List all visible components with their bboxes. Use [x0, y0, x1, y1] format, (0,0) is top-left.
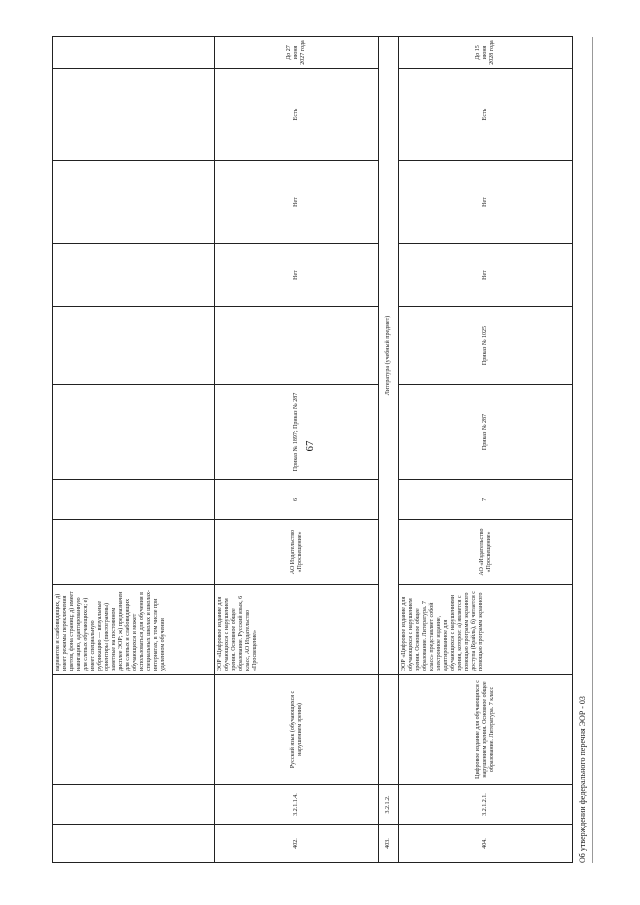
row-col-b: Нет — [215, 161, 379, 244]
row-number: 403. — [379, 825, 399, 863]
cell-empty — [53, 480, 215, 520]
cell-empty — [53, 520, 215, 585]
cell-empty — [53, 785, 215, 825]
cell-empty — [53, 244, 215, 307]
carry-over-description: вариантов и слабовидящих, д) имеет режимы переключения цветов, фона страниц; д) имеет навигацию, адаптированную для слепых обучающихся; е) имеет специальную рубрикацию — визуальные ориентиры (пиктограммы) заметные на постоянном дисплее ЭОР; ж) предназначен для слепых и слабовидящих обучающихся и может использоваться для обучения в специальных школах и школах-интернатах, в том числе при удаленном обучении — [53, 585, 215, 675]
cell-empty — [53, 69, 215, 161]
row-order-second: Приказ № 1025 — [399, 307, 573, 385]
row-col-a: Нет — [215, 244, 379, 307]
cell-empty — [53, 675, 215, 785]
row-publisher: АО «Издательство «Просвещение» — [399, 520, 573, 585]
cell-empty — [379, 675, 399, 785]
row-description: ЭОР «Цифровое издание для обучающихся с нарушением зрения. Основное общее образование. Русский язык, 6 класс, АО Издательство «Просвещение» — [215, 585, 379, 675]
cell-empty — [53, 161, 215, 244]
row-col-c: Есть — [399, 69, 573, 161]
row-grade: 7 — [399, 480, 573, 520]
row-grade: 6 — [215, 480, 379, 520]
row-col-c: Есть — [215, 69, 379, 161]
row-title: Цифровое издание для обучающихся с нарушением зрения. Основное общее образование. Литература. 7 класс — [399, 675, 573, 785]
table-row-carry-over — [53, 37, 215, 863]
row-number: 402. — [215, 825, 379, 863]
table-row-404 — [399, 37, 573, 863]
cell-empty — [53, 825, 215, 863]
row-number: 404. — [399, 825, 573, 863]
row-order: Приказ № 287 — [399, 385, 573, 480]
row-term: До 27 июня 2027 года — [215, 37, 379, 69]
cell-empty — [53, 385, 215, 480]
row-publisher: АО Издательство «Просвещение» — [215, 520, 379, 585]
row-description: ЭОР «Цифровое издание для обучающихся с нарушением зрения. Основное общее образование. Литература. 7 класс» представляет собой электронное издание, адаптированное для обучающихся с нарушениями зрения, которое: а) является с помощью программ экранного доступа (Брайль), б) читается с помощью программ экранного — [399, 585, 573, 675]
row-col-a: Нет — [399, 244, 573, 307]
table-row-403 — [379, 37, 399, 863]
row-code: 3.2.1.2. — [379, 785, 399, 825]
cell-empty — [53, 37, 215, 69]
page-number: 67 — [304, 440, 316, 452]
cell-empty — [53, 307, 215, 385]
footer-divider — [592, 37, 593, 863]
eor-registry-table — [52, 36, 573, 863]
row-term: До 15 июня 2028 года — [399, 37, 573, 69]
eor-table-wrapper — [52, 37, 572, 863]
row-title: Русский язык (обучающихся с нарушением зрения) — [215, 675, 379, 785]
row-code: 3.2.1.1.4. — [215, 785, 379, 825]
row-col-b: Нет — [399, 161, 573, 244]
rotated-page-content — [44, 37, 596, 863]
row-code: 3.2.1.2.1. — [399, 785, 573, 825]
section-heading: Литература (учебный предмет) — [379, 37, 399, 675]
page-footer: Об утверждении федерального перечня ЭОР - 03 — [578, 696, 587, 863]
table-row-402 — [215, 37, 379, 863]
row-empty-col — [215, 307, 379, 385]
row-order: Приказ № 1897; Приказ № 287 — [215, 385, 379, 480]
